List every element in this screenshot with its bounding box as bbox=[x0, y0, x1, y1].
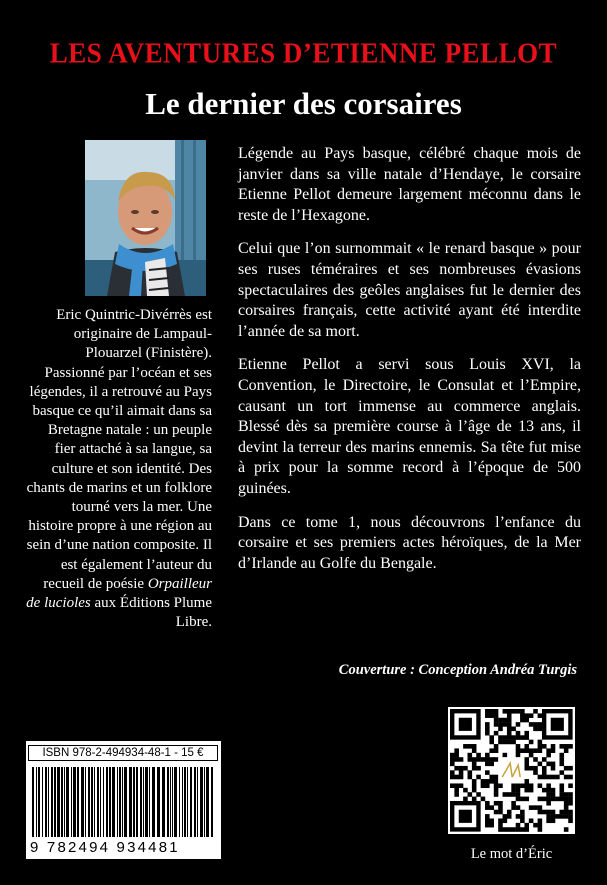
blurb bbox=[238, 144, 581, 587]
blurb-paragraph: Celui que l’on surnommait « le renard basque » pour ses ruses téméraires et ses nombreuses évasions spectaculaires des geôles anglaises fut le dernier des corsaires français, cette activité ayant été interdite l’année de sa mort. bbox=[238, 240, 581, 340]
barcode bbox=[26, 741, 221, 859]
series-title: LES AVENTURES D’ETIENNE PELLOT bbox=[49, 37, 558, 69]
blurb-paragraph: Légende au Pays basque, célébré chaque mois de janvier dans sa ville natale d’Hendaye, le corsaire Etienne Pellot demeure largement méconnu dans le reste de l’Hexagone. bbox=[238, 145, 581, 224]
bio-book-title: Orpailleur de lucioles bbox=[26, 575, 212, 612]
qr-code-icon bbox=[448, 707, 575, 834]
ean-digits: 9 782494 934481 bbox=[30, 839, 180, 856]
author-photo bbox=[85, 140, 206, 296]
cover-credit: Couverture : Conception Andréa Turgis bbox=[338, 662, 577, 678]
book-title: Le dernier des corsaires bbox=[145, 86, 462, 121]
barcode-bars bbox=[32, 767, 216, 839]
author-bio bbox=[26, 306, 212, 632]
publisher-label: Le mot d’Éric bbox=[470, 846, 553, 862]
bio-tail: aux Éditions Plume Libre. bbox=[90, 595, 212, 631]
blurb-paragraph: Dans ce tome 1, nous découvrons l’enfance du corsaire et ses premiers actes héroïques, de la Mer d’Irlande au Golfe du Bengale. bbox=[238, 513, 581, 572]
isbn-label: ISBN 978-2-494934-48-1 - 15 € bbox=[28, 745, 218, 761]
blurb-paragraph: Etienne Pellot a servi sous Louis XVI, la Convention, le Directoire, le Consulat et l’Empire, causant un tort immense au commerce anglais. Blessé dès sa première course à l’âge de 13 ans, il devint la terreur des marins ennemis. Sa tête fut mise à prix pour la somme record à l’époque de 500 guinées. bbox=[238, 356, 581, 497]
bio-text: Eric Quintric-Divérrès est originaire de Lampaul-Plouarzel (Finistère). Passionné par l’océan et ses légendes, il a retrouvé au Pays basque ce qu’il aimait dans sa Bretagne natale : un peuple fier attaché à sa langue, sa culture et son identité. Des chants de marins et un folklore tourné vers la mer. Une histoire propre à une région au sein d’une nation composite. Il est également l’auteur du recueil de poésie bbox=[26, 307, 212, 592]
